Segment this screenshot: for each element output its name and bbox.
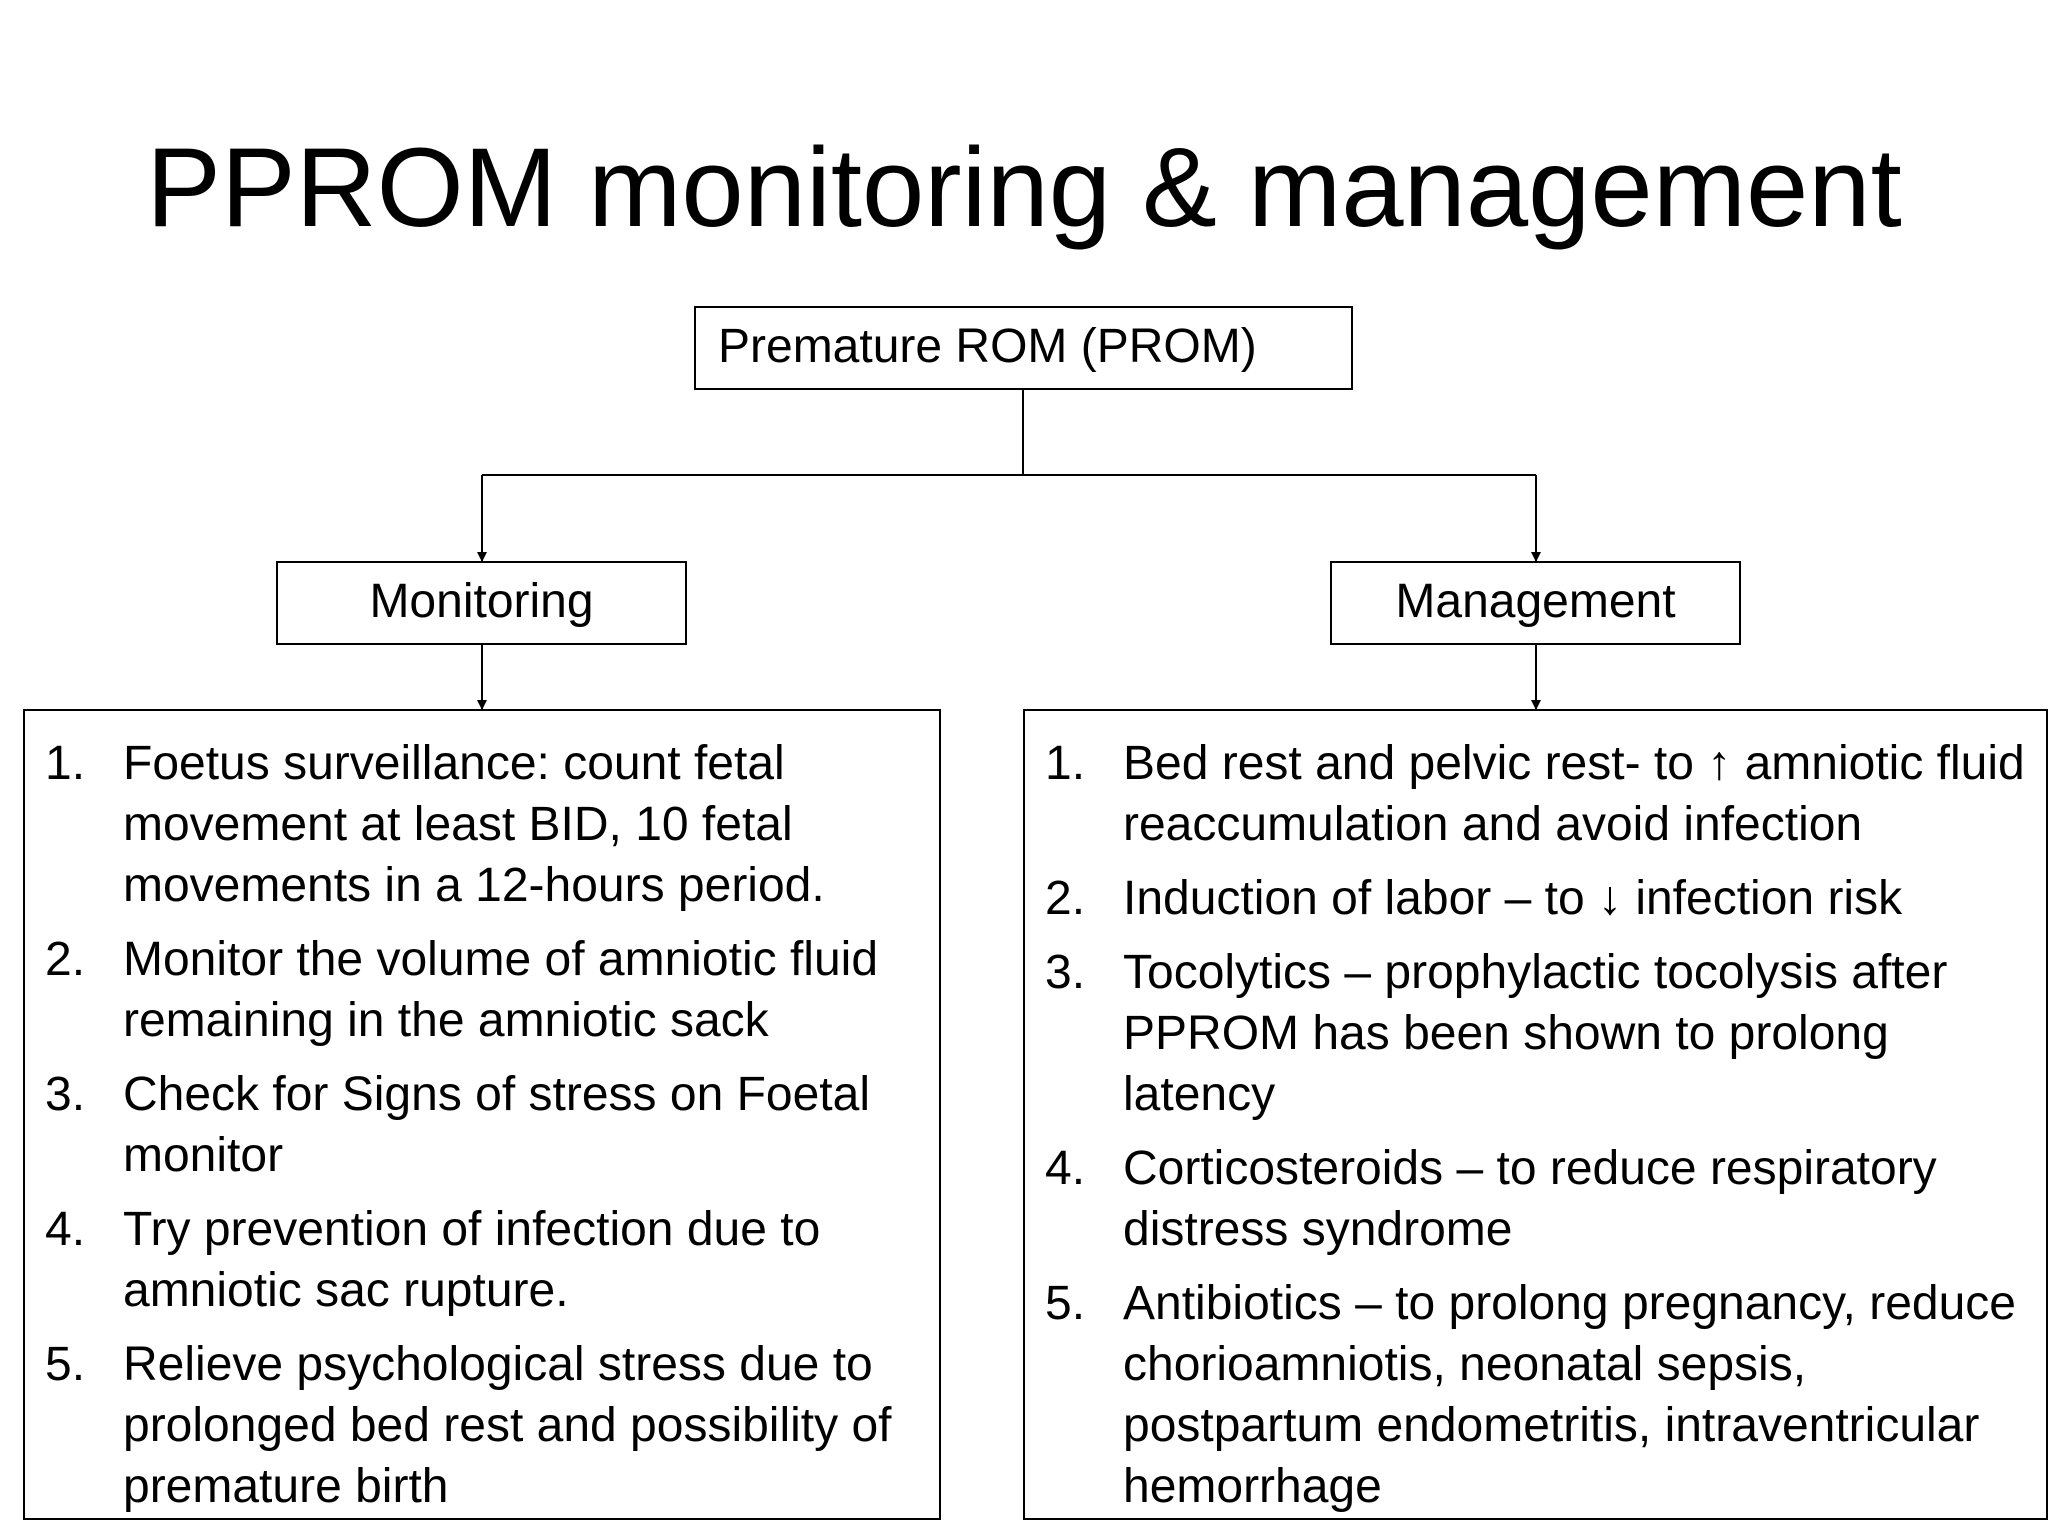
- list-item-number: 4.: [1045, 1142, 1086, 1195]
- management-list-box: [1023, 709, 2048, 1520]
- list-item-text: Foetus surveillance: count fetal movement at least BID, 10 fetal movements in a 12-hours period.: [123, 737, 825, 912]
- page-title: PPROM monitoring & management: [146, 125, 1902, 250]
- list-item-text: Corticosteroids – to reduce respiratory distress syndrome: [1123, 1142, 1937, 1256]
- list-item-number: 2.: [45, 933, 86, 986]
- list-item-number: 3.: [45, 1068, 86, 1121]
- root-node-label: Premature ROM (PROM): [718, 320, 1257, 373]
- management-list-item: [1025, 942, 2046, 1125]
- monitoring-list-item: [25, 929, 939, 1051]
- monitoring-node-label: Monitoring: [369, 575, 594, 628]
- list-item-number: 5.: [45, 1338, 86, 1391]
- management-node-label: Management: [1395, 575, 1676, 628]
- monitoring-list: [25, 733, 939, 1517]
- monitoring-list-item: [25, 1064, 939, 1186]
- list-item-number: 5.: [1045, 1277, 1086, 1330]
- list-item-number: 1.: [45, 737, 86, 790]
- management-list-item: [1025, 1138, 2046, 1260]
- root-node: [694, 306, 1353, 390]
- management-list-item: [1025, 1273, 2046, 1517]
- monitoring-node: [276, 561, 687, 645]
- list-item-text: Bed rest and pelvic rest- to ↑ amniotic fluid reaccumulation and avoid infection: [1123, 737, 2025, 851]
- management-list: [1025, 733, 2046, 1517]
- monitoring-list-item: [25, 1199, 939, 1321]
- monitoring-list-box: [23, 709, 941, 1520]
- list-item-number: 2.: [1045, 872, 1086, 925]
- list-item-text: Induction of labor – to ↓ infection risk: [1123, 872, 1903, 925]
- monitoring-list-item: [25, 733, 939, 916]
- list-item-text: Check for Signs of stress on Foetal monitor: [123, 1068, 870, 1182]
- management-list-item: [1025, 733, 2046, 855]
- list-item-text: Antibiotics – to prolong pregnancy, reduce chorioamniotis, neonatal sepsis, postpartum endometritis, intraventricular hemorrhage: [1123, 1277, 2016, 1513]
- list-item-text: Try prevention of infection due to amniotic sac rupture.: [123, 1203, 821, 1317]
- management-node: [1330, 561, 1741, 645]
- list-item-number: 4.: [45, 1203, 86, 1256]
- list-item-number: 1.: [1045, 737, 1086, 790]
- list-item-text: Monitor the volume of amniotic fluid remaining in the amniotic sack: [123, 933, 879, 1047]
- monitoring-list-item: [25, 1334, 939, 1517]
- management-list-item: [1025, 868, 2046, 929]
- list-item-text: Tocolytics – prophylactic tocolysis after PPROM has been shown to prolong latency: [1123, 946, 1948, 1121]
- list-item-text: Relieve psychological stress due to prolonged bed rest and possibility of premature birth: [123, 1338, 892, 1513]
- list-item-number: 3.: [1045, 946, 1086, 999]
